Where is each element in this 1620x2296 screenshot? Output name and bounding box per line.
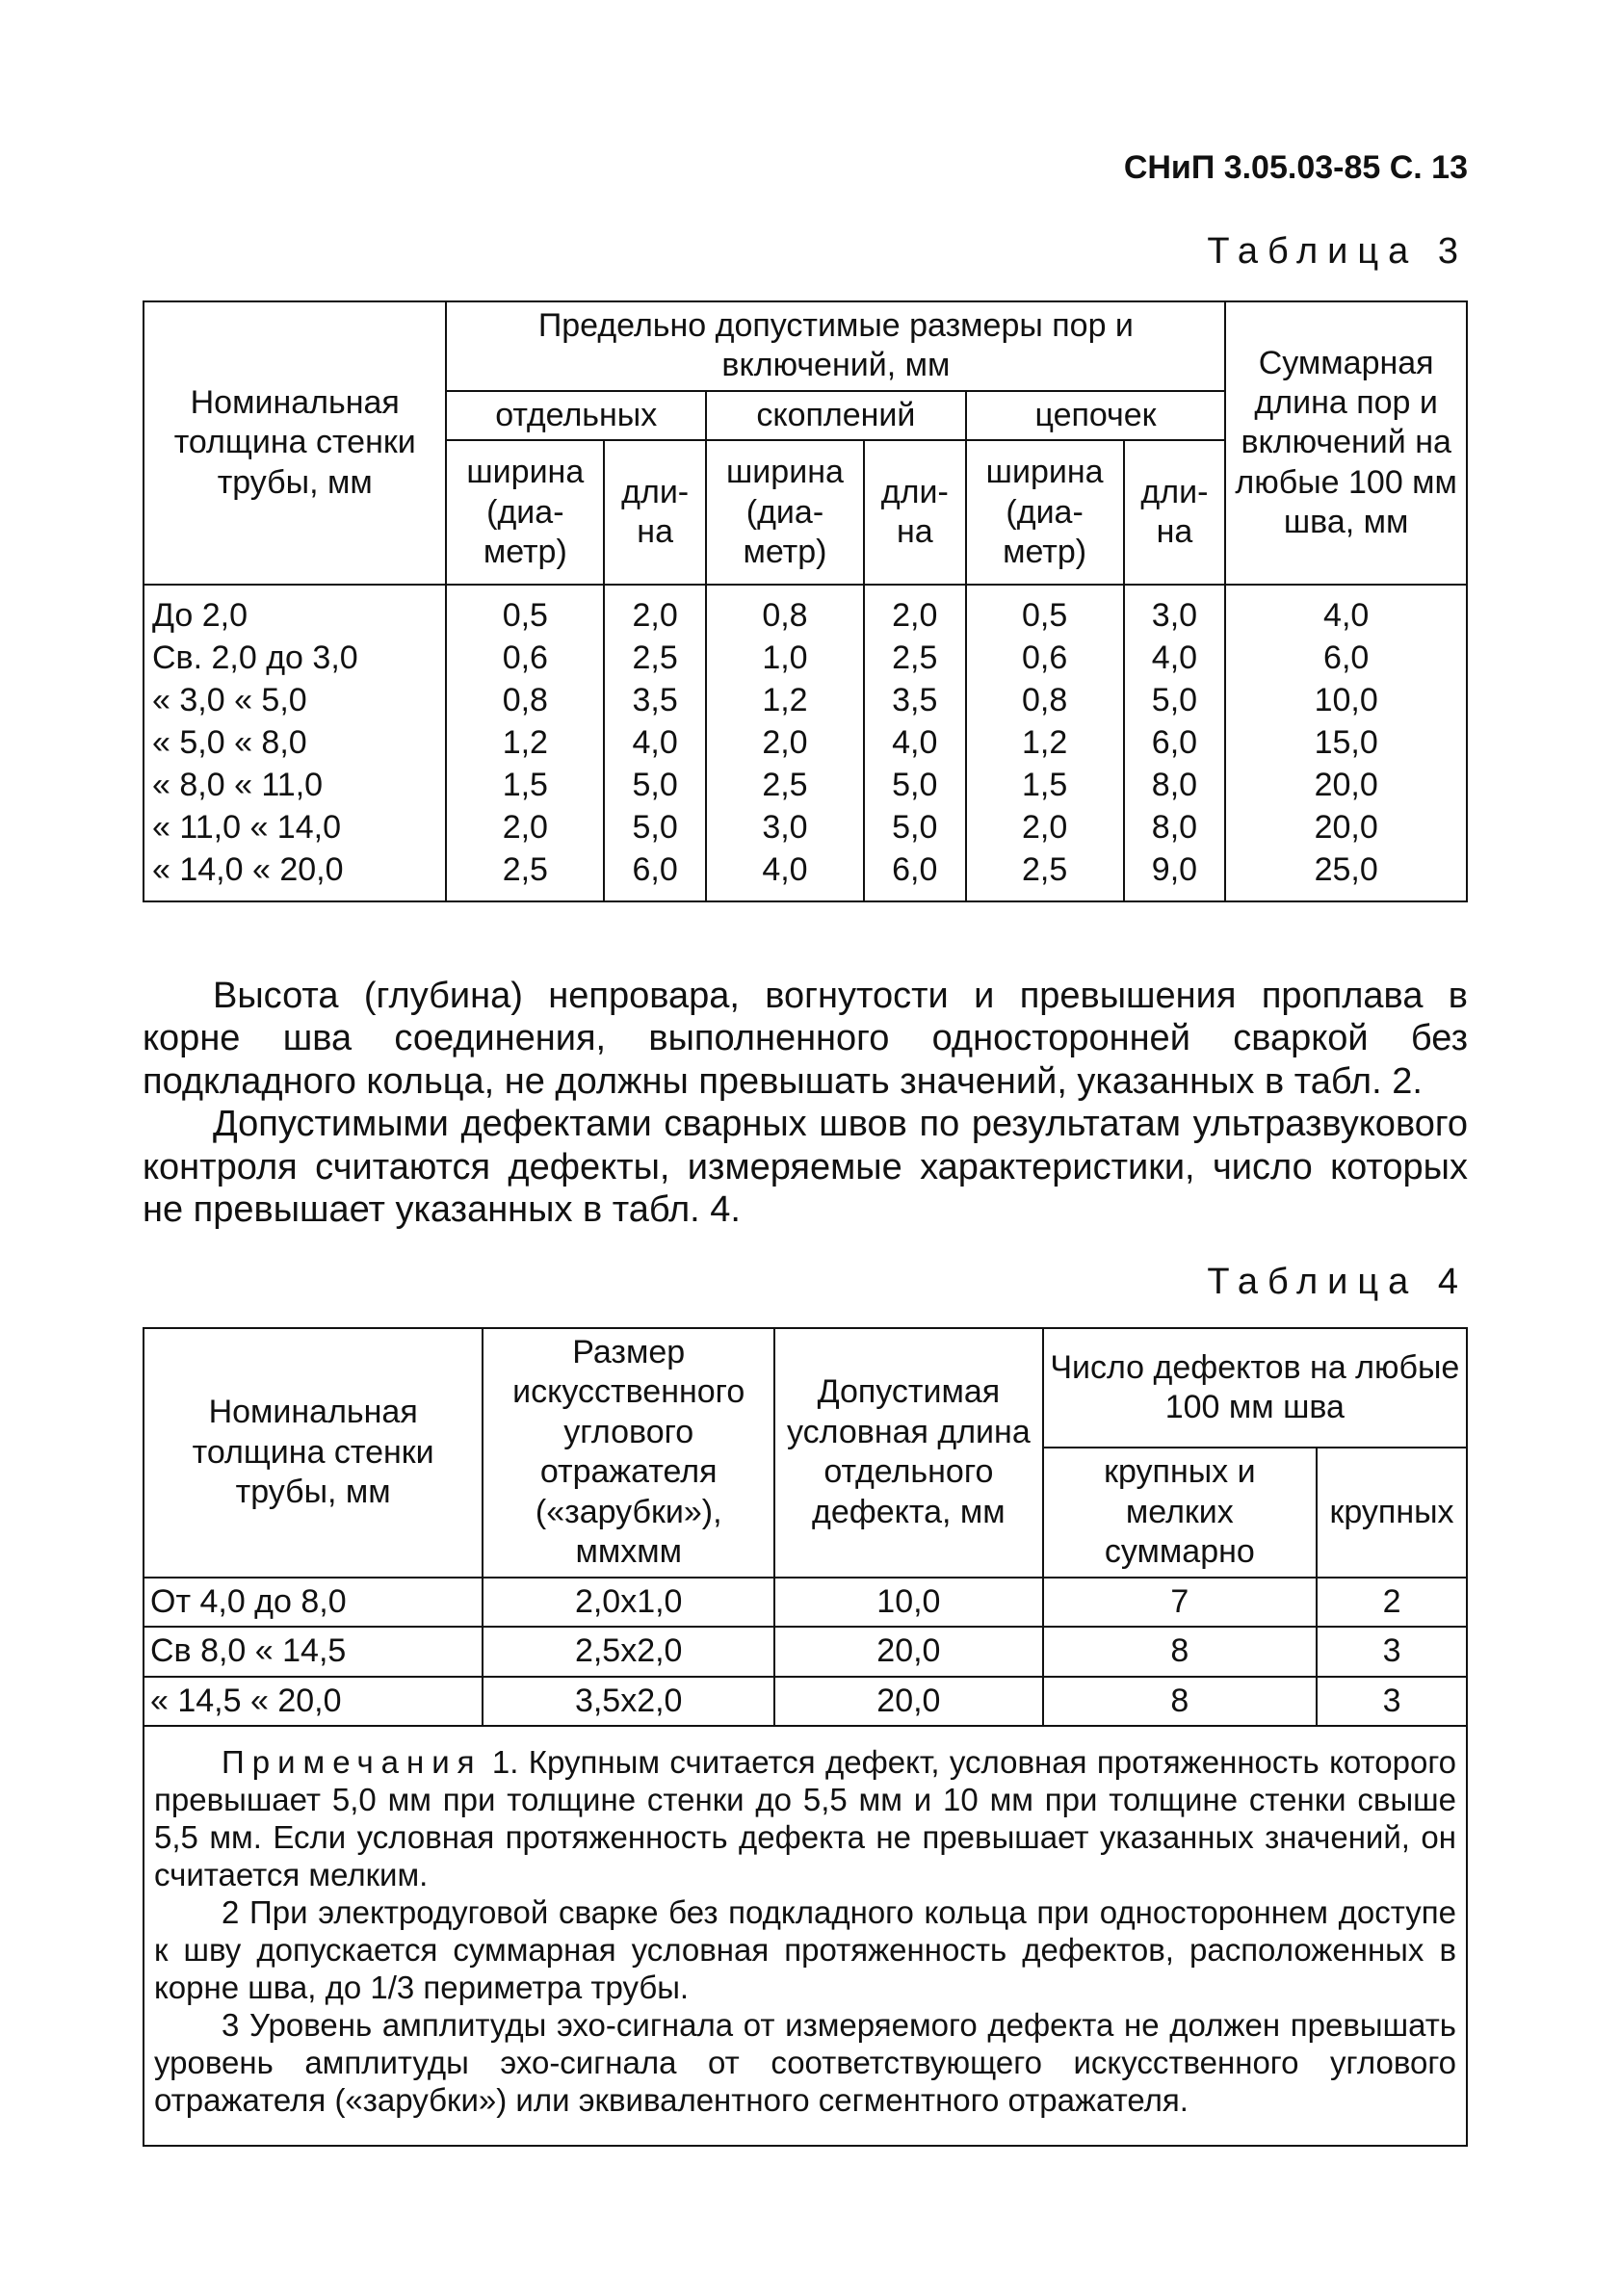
t3-cell-value: 1,2	[762, 682, 808, 719]
t3-head-length: дли-на	[864, 440, 966, 585]
t3-col-value	[966, 585, 1124, 901]
note-3: 3 Уровень амплитуды эхо-сигнала от измеряемого дефекта не должен превышать уровень амплитуды эхо-сигнала от соответствующего искусственного углового отражателя («зарубки») или эквивалентного сегментного отражателя.	[154, 2006, 1456, 2118]
t3-col-value	[1124, 585, 1226, 901]
t3-cell-value: 0,5	[502, 597, 548, 635]
table3-caption: Таблица 3	[1207, 231, 1468, 272]
t3-cell-value: 0,5	[1021, 597, 1068, 635]
t4-row0-thickness: От 4,0 до 8,0	[144, 1578, 483, 1627]
t3-cell-value: 2,5	[1021, 850, 1068, 888]
t3-col-value	[1225, 585, 1467, 901]
t4-head-total: крупных и мелких суммарно	[1043, 1448, 1317, 1577]
table-3	[143, 300, 1468, 902]
t3-cell-value: 5,0	[632, 808, 678, 846]
t3-cell-value: 2,5	[502, 850, 548, 888]
t3-cell-value: 2,0	[1021, 808, 1068, 846]
t3-cell-value: 1,5	[1021, 766, 1068, 803]
t3-cell-value: 1,2	[1021, 723, 1068, 761]
t4-row2-large: 3	[1317, 1677, 1467, 1726]
t3-cell-value: 1,0	[762, 639, 808, 677]
t3-head-group: отдельных	[446, 391, 706, 440]
t3-cell-value: 4,0	[632, 723, 678, 761]
t3-cell-value: 4,0	[762, 850, 808, 888]
t3-cell-value: 8,0	[1151, 766, 1198, 803]
t3-cell-value: 4,0	[892, 723, 938, 761]
t3-cell-value: 15,0	[1314, 723, 1378, 761]
t3-cell-value: 10,0	[1314, 682, 1378, 719]
t3-cell-value: 20,0	[1314, 808, 1378, 846]
t3-cell-value: 3,5	[892, 682, 938, 719]
t4-row1-thickness: Св 8,0 « 14,5	[144, 1627, 483, 1676]
t3-cell-value: 2,0	[502, 808, 548, 846]
t4-head-length: Допустимая условная длина отдельного дефекта, мм	[774, 1328, 1043, 1578]
t3-cell-value: 3,5	[632, 682, 678, 719]
t3-cell-value: 0,8	[762, 597, 808, 635]
t3-row-thickness: « 5,0 « 8,0	[152, 723, 307, 761]
t4-row2-reflector: 3,5х2,0	[483, 1677, 774, 1726]
t3-col-value	[864, 585, 966, 901]
t3-cell-value: 8,0	[1151, 808, 1198, 846]
t3-cell-value: 2,5	[762, 766, 808, 803]
t3-cell-value: 2,5	[632, 639, 678, 677]
t4-head-count: Число дефектов на любые 100 мм шва	[1043, 1328, 1467, 1448]
t3-head-length: дли-на	[604, 440, 706, 585]
table-4	[143, 1327, 1468, 2147]
t3-cell-value: 0,6	[1021, 639, 1068, 677]
t3-cell-value: 0,8	[502, 682, 548, 719]
t3-cell-value: 6,0	[1151, 723, 1198, 761]
t3-cell-value: 1,5	[502, 766, 548, 803]
t3-head-limits: Предельно допустимые размеры пор и включений, мм	[446, 301, 1225, 391]
t3-cell-value: 3,0	[762, 808, 808, 846]
t3-cell-value: 9,0	[1151, 850, 1198, 888]
t4-head-reflector: Размер искусственного углового отражателя («зарубки»), ммхмм	[483, 1328, 774, 1578]
t3-cell-value: 5,0	[892, 808, 938, 846]
t3-col-thickness	[144, 585, 446, 901]
t3-row-thickness: « 14,0 « 20,0	[152, 850, 344, 888]
t3-row-thickness: « 8,0 « 11,0	[152, 766, 324, 803]
t4-row2-total: 8	[1043, 1677, 1317, 1726]
t3-row-thickness: « 11,0 « 14,0	[152, 808, 341, 846]
t3-cell-value: 2,0	[892, 597, 938, 635]
t3-cell-value: 3,0	[1151, 597, 1198, 635]
t3-head-group: цепочек	[966, 391, 1226, 440]
t3-col-value	[446, 585, 604, 901]
t3-col-value	[604, 585, 706, 901]
t4-notes	[144, 1726, 1467, 2145]
t3-cell-value: 2,5	[892, 639, 938, 677]
t3-cell-value: 25,0	[1314, 850, 1378, 888]
note-2: 2 При электродуговой сварке без подкладного кольца при одностороннем доступе к шву допускается суммарная условная протяженность дефектов, расположенных в корне шва, до 1/3 периметра трубы.	[154, 1893, 1456, 2005]
t4-row2-length: 20,0	[774, 1677, 1043, 1726]
t4-head-thickness: Номинальная толщина стенки трубы, мм	[144, 1328, 483, 1578]
t3-cell-value: 1,2	[502, 723, 548, 761]
t3-head-thickness: Номинальная толщина стенки трубы, мм	[144, 301, 446, 585]
t3-cell-value: 6,0	[1323, 639, 1370, 677]
t4-row1-reflector: 2,5х2,0	[483, 1627, 774, 1676]
t3-cell-value: 0,6	[502, 639, 548, 677]
page-header: СНиП 3.05.03-85 С. 13	[1123, 149, 1468, 186]
t4-row0-reflector: 2,0х1,0	[483, 1578, 774, 1627]
t3-head-length: дли-на	[1124, 440, 1226, 585]
notes-label: Примечания	[222, 1744, 483, 1781]
t3-head-width: ширина (диа-метр)	[966, 440, 1124, 585]
t4-row1-length: 20,0	[774, 1627, 1043, 1676]
paragraph: Допустимыми дефектами сварных швов по результатам ультразвукового контроля считаются дефекты, измеряемые характеристики, число которых не превышает указанных в табл. 4.	[143, 1104, 1468, 1231]
t3-cell-value: 5,0	[1151, 682, 1198, 719]
t3-row-thickness: Св. 2,0 до 3,0	[152, 639, 358, 677]
t4-row0-total: 7	[1043, 1578, 1317, 1627]
table4-caption: Таблица 4	[1207, 1262, 1468, 1302]
t4-row2-thickness: « 14,5 « 20,0	[144, 1677, 483, 1726]
t3-cell-value: 2,0	[762, 723, 808, 761]
t3-head-width: ширина (диа-метр)	[446, 440, 604, 585]
t3-col-value	[706, 585, 864, 901]
t3-cell-value: 4,0	[1323, 597, 1370, 635]
t3-head-total: Суммарная длина пор и включений на любые 100 мм шва, мм	[1225, 301, 1467, 585]
t3-cell-value: 4,0	[1151, 639, 1198, 677]
t4-row0-length: 10,0	[774, 1578, 1043, 1627]
paragraph: Высота (глубина) непровара, вогнутости и превышения проплава в корне шва соединения, выполненного односторонней сваркой без подкладного кольца, не должны превышать значений, указанных в табл. 2.	[143, 976, 1468, 1102]
t3-cell-value: 2,0	[632, 597, 678, 635]
t3-cell-value: 0,8	[1021, 682, 1068, 719]
t3-cell-value: 6,0	[892, 850, 938, 888]
t4-row1-total: 8	[1043, 1627, 1317, 1676]
t4-row1-large: 3	[1317, 1627, 1467, 1676]
t3-head-width: ширина (диа-метр)	[706, 440, 864, 585]
t4-head-large: крупных	[1317, 1448, 1467, 1577]
t3-cell-value: 20,0	[1314, 766, 1378, 803]
t3-cell-value: 5,0	[892, 766, 938, 803]
body-text	[143, 975, 1468, 1232]
t4-row0-large: 2	[1317, 1578, 1467, 1627]
note-1: 1. Крупным считается дефект, условная протяженность которого превышает 5,0 мм при толщине стенки до 5,5 мм и 10 мм при толщине стенки свыше 5,5 мм. Если условная протяженность дефекта не превышает указанных значений, он считается мелким.	[154, 1744, 1456, 1893]
t3-cell-value: 5,0	[632, 766, 678, 803]
t3-row-thickness: « 3,0 « 5,0	[152, 682, 307, 719]
t3-cell-value: 6,0	[632, 850, 678, 888]
t3-row-thickness: До 2,0	[152, 597, 248, 635]
t3-head-group: скоплений	[706, 391, 966, 440]
